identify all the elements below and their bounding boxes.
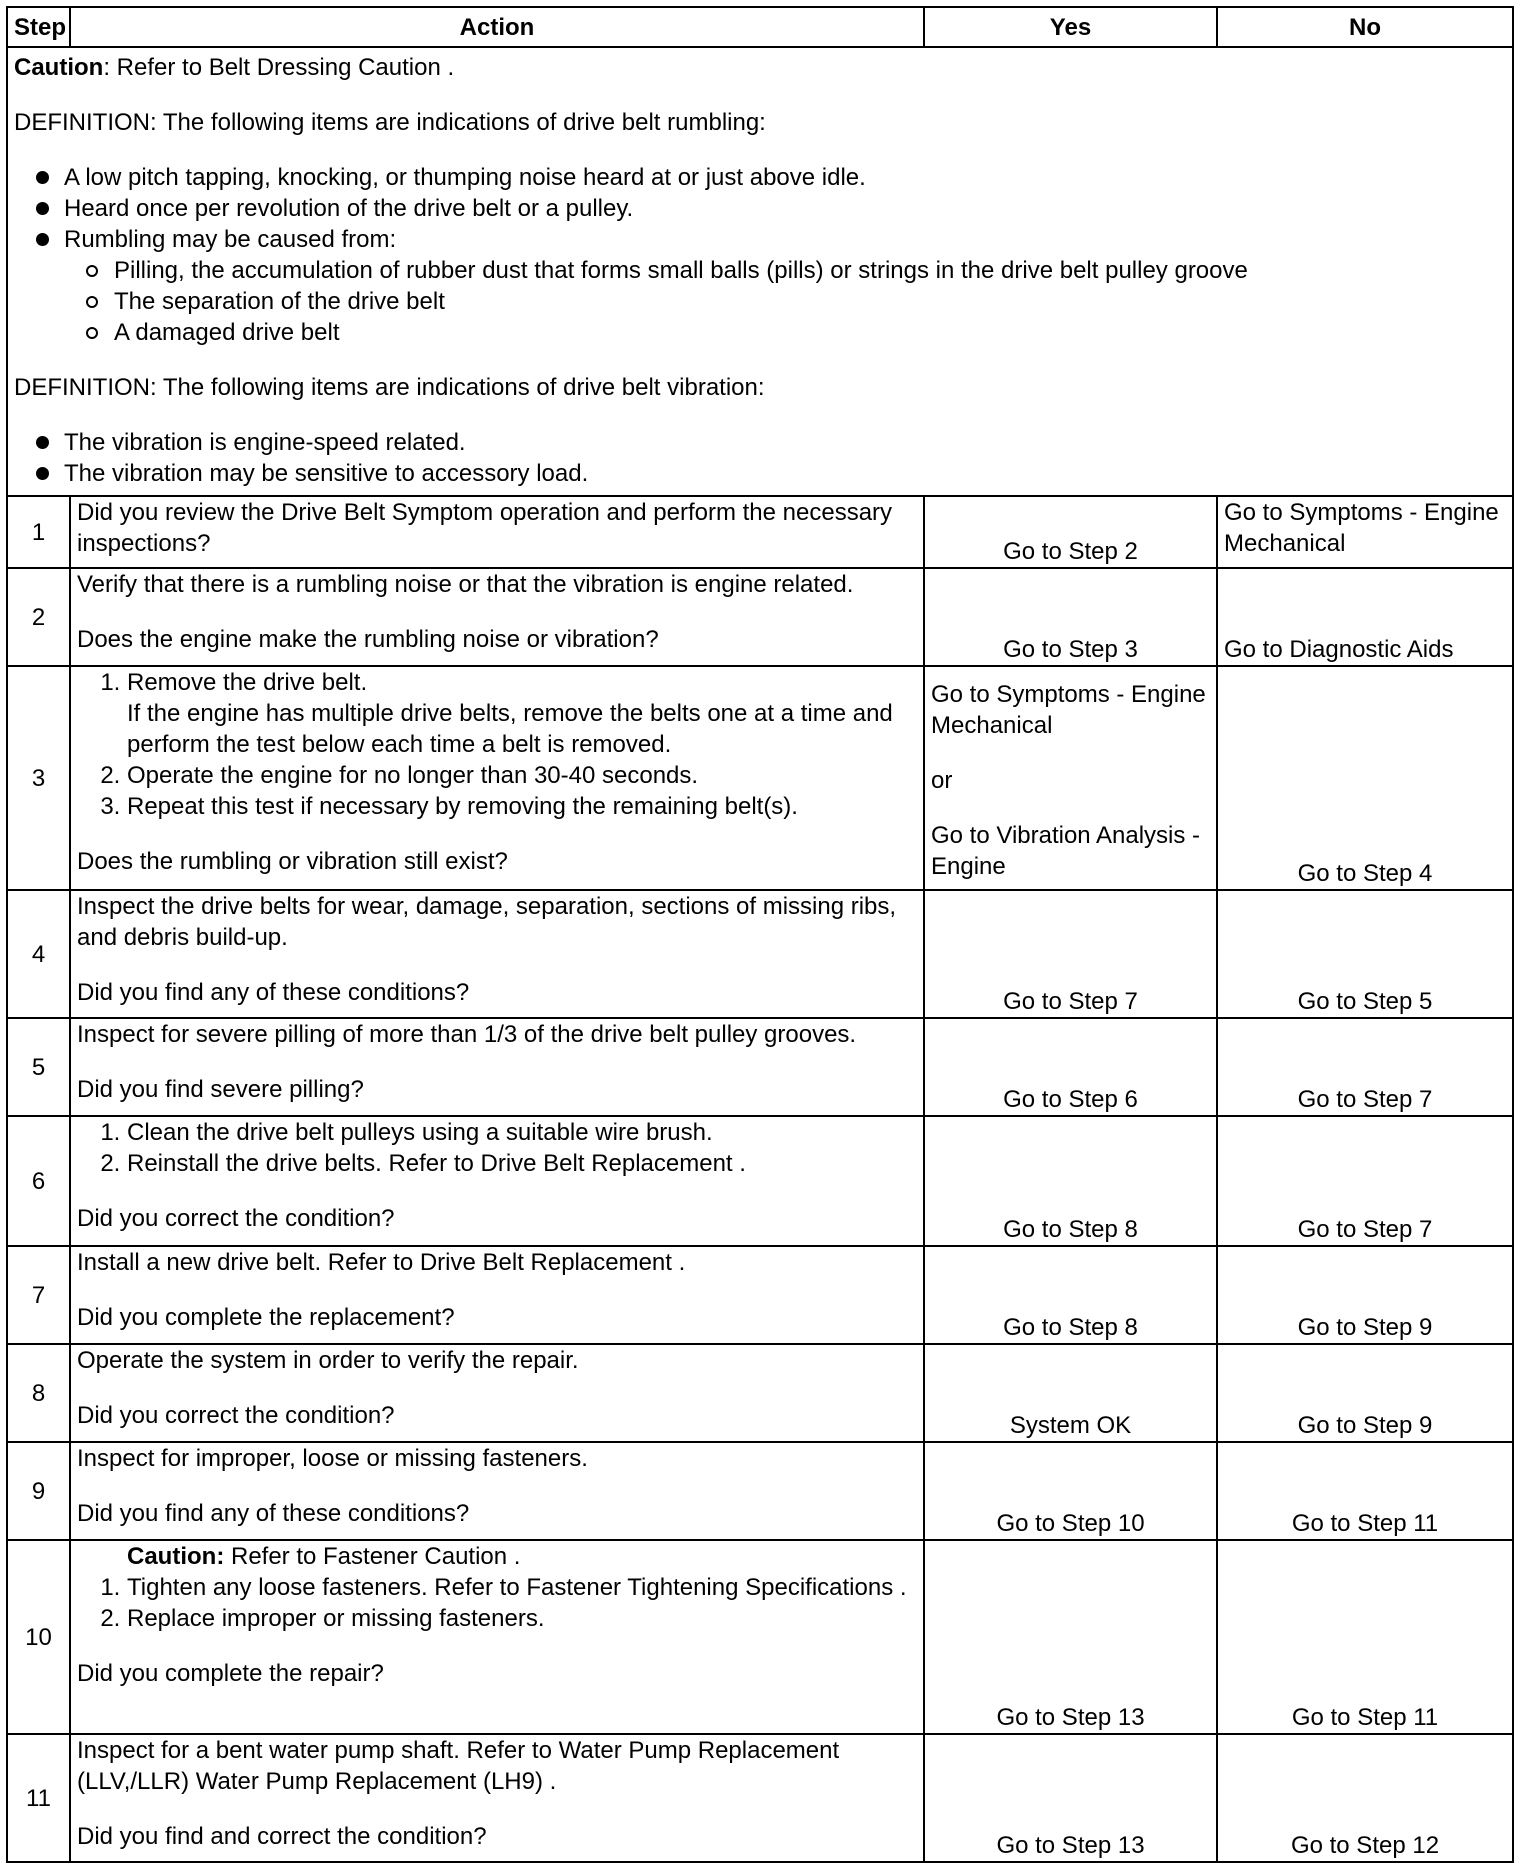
table-row bbox=[7, 666, 1513, 890]
no-result: Go to Step 7 bbox=[1217, 1018, 1513, 1116]
vibration-list bbox=[14, 427, 1506, 489]
rumbling-list bbox=[14, 162, 1506, 348]
table-row bbox=[7, 1018, 1513, 1116]
list-item: The vibration is engine-speed related. bbox=[34, 427, 1506, 458]
yes-column-header: Yes bbox=[924, 7, 1217, 47]
list-item: A low pitch tapping, knocking, or thumping noise heard at or just above idle. bbox=[34, 162, 1506, 193]
action-text: Inspect for a bent water pump shaft. Refer to Water Pump Replacement (LLV,/LLR) Water Pump Replacement (LH9) . bbox=[77, 1737, 840, 1795]
vibration-definition: DEFINITION: The following items are indications of drive belt vibration: bbox=[14, 374, 765, 401]
step-procedure bbox=[77, 667, 917, 822]
step-question: Did you correct the condition? bbox=[77, 1402, 395, 1429]
caution-label: Caution bbox=[14, 54, 104, 81]
step-procedure bbox=[77, 1572, 917, 1634]
step-number: 7 bbox=[7, 1246, 70, 1344]
yes-option-a: Go to Symptoms - Engine Mechanical bbox=[931, 681, 1206, 739]
list-item: 2. Reinstall the drive belts. Refer to Drive Belt Replacement . bbox=[127, 1148, 917, 1179]
step-question: Did you complete the replacement? bbox=[77, 1304, 455, 1331]
step-question: Did you find severe pilling? bbox=[77, 1076, 364, 1103]
no-result: Go to Step 7 bbox=[1217, 1116, 1513, 1246]
step-question: Did you find and correct the condition? bbox=[77, 1823, 487, 1850]
table-row bbox=[7, 890, 1513, 1018]
yes-result bbox=[924, 666, 1217, 890]
table-header-row bbox=[7, 7, 1513, 47]
step-number: 5 bbox=[7, 1018, 70, 1116]
step-number: 3 bbox=[7, 666, 70, 890]
list-item-note: If the engine has multiple drive belts, remove the belts one at a time and perform the test below each time a belt is removed. bbox=[127, 700, 893, 758]
no-result: Go to Step 9 bbox=[1217, 1246, 1513, 1344]
table-row bbox=[7, 1344, 1513, 1442]
yes-result: Go to Step 8 bbox=[924, 1116, 1217, 1246]
no-result: Go to Symptoms - Engine Mechanical bbox=[1217, 496, 1513, 568]
step-number: 4 bbox=[7, 890, 70, 1018]
list-item-text: Remove the drive belt. bbox=[127, 669, 368, 696]
list-item: The vibration may be sensitive to accessory load. bbox=[34, 458, 1506, 489]
action-text: Inspect for severe pilling of more than 1/3 of the drive belt pulley grooves. bbox=[77, 1021, 857, 1048]
rumbling-causes-list bbox=[64, 255, 1506, 348]
step-caution bbox=[77, 1541, 917, 1572]
no-result: Go to Step 5 bbox=[1217, 890, 1513, 1018]
table-row bbox=[7, 1442, 1513, 1540]
step-action bbox=[70, 1734, 924, 1862]
list-item-text: Rumbling may be caused from: bbox=[64, 226, 397, 253]
step-action bbox=[70, 1540, 924, 1734]
list-item: 1. Tighten any loose fasteners. Refer to Fastener Tightening Specifications . bbox=[127, 1572, 917, 1603]
caution-text: : Refer to Belt Dressing Caution . bbox=[103, 54, 455, 81]
step-action bbox=[70, 1344, 924, 1442]
table-row bbox=[7, 496, 1513, 568]
step-question: Does the rumbling or vibration still exist? bbox=[77, 848, 508, 875]
step-number: 9 bbox=[7, 1442, 70, 1540]
action-text: Install a new drive belt. Refer to Drive Belt Replacement . bbox=[77, 1249, 686, 1276]
list-item: Heard once per revolution of the drive belt or a pulley. bbox=[34, 193, 1506, 224]
step-action bbox=[70, 1116, 924, 1246]
action-text: Inspect the drive belts for wear, damage, separation, sections of missing ribs, and debris build-up. bbox=[77, 893, 897, 951]
table-row bbox=[7, 1540, 1513, 1734]
step-question: Did you complete the repair? bbox=[77, 1660, 384, 1687]
table-row bbox=[7, 568, 1513, 666]
caution-label: Caution: bbox=[127, 1543, 225, 1570]
step-question: Did you correct the condition? bbox=[77, 1205, 395, 1232]
step-column-header: Step bbox=[7, 7, 70, 47]
step-question: Did you find any of these conditions? bbox=[77, 1500, 470, 1527]
list-item: A damaged drive belt bbox=[84, 317, 1506, 348]
step-number: 10 bbox=[7, 1540, 70, 1734]
yes-result: Go to Step 13 bbox=[924, 1734, 1217, 1862]
yes-option-b: Go to Vibration Analysis - Engine bbox=[931, 822, 1201, 880]
no-result: Go to Step 9 bbox=[1217, 1344, 1513, 1442]
yes-result: Go to Step 6 bbox=[924, 1018, 1217, 1116]
yes-result: Go to Step 7 bbox=[924, 890, 1217, 1018]
list-item bbox=[34, 224, 1506, 348]
list-item: 3. Repeat this test if necessary by removing the remaining belt(s). bbox=[127, 791, 917, 822]
diagnostic-table bbox=[6, 6, 1514, 1863]
yes-or: or bbox=[931, 767, 953, 794]
no-result: Go to Step 12 bbox=[1217, 1734, 1513, 1862]
list-item: 2. Operate the engine for no longer than 30-40 seconds. bbox=[127, 760, 917, 791]
step-action bbox=[70, 666, 924, 890]
no-result: Go to Step 11 bbox=[1217, 1442, 1513, 1540]
table-row bbox=[7, 1246, 1513, 1344]
list-item: Pilling, the accumulation of rubber dust that forms small balls (pills) or strings in the drive belt pulley groove bbox=[84, 255, 1506, 286]
action-column-header: Action bbox=[70, 7, 924, 47]
no-result: Go to Step 4 bbox=[1217, 666, 1513, 890]
yes-result: System OK bbox=[924, 1344, 1217, 1442]
step-action bbox=[70, 1018, 924, 1116]
no-column-header: No bbox=[1217, 7, 1513, 47]
rumbling-definition: DEFINITION: The following items are indications of drive belt rumbling: bbox=[14, 109, 766, 136]
table-row bbox=[7, 1734, 1513, 1862]
step-question: Did you find any of these conditions? bbox=[77, 979, 470, 1006]
step-action bbox=[70, 1442, 924, 1540]
intro-row bbox=[7, 47, 1513, 496]
action-text: Verify that there is a rumbling noise or that the vibration is engine related. bbox=[77, 571, 854, 598]
yes-result: Go to Step 10 bbox=[924, 1442, 1217, 1540]
step-question: Does the engine make the rumbling noise or vibration? bbox=[77, 626, 659, 653]
step-number: 8 bbox=[7, 1344, 70, 1442]
caution-text: Refer to Fastener Caution . bbox=[224, 1543, 521, 1570]
step-number: 2 bbox=[7, 568, 70, 666]
list-item: 2. Replace improper or missing fasteners. bbox=[127, 1603, 917, 1634]
step-action bbox=[70, 568, 924, 666]
action-text: Inspect for improper, loose or missing fasteners. bbox=[77, 1445, 588, 1472]
no-result: Go to Diagnostic Aids bbox=[1217, 568, 1513, 666]
step-action bbox=[70, 890, 924, 1018]
step-number: 1 bbox=[7, 496, 70, 568]
action-text: Operate the system in order to verify the repair. bbox=[77, 1347, 579, 1374]
list-item: The separation of the drive belt bbox=[84, 286, 1506, 317]
list-item: 1. Clean the drive belt pulleys using a suitable wire brush. bbox=[127, 1117, 917, 1148]
step-procedure bbox=[77, 1117, 917, 1179]
step-number: 11 bbox=[7, 1734, 70, 1862]
yes-result: Go to Step 2 bbox=[924, 496, 1217, 568]
intro-cell bbox=[7, 47, 1513, 496]
table-row bbox=[7, 1116, 1513, 1246]
no-result: Go to Step 11 bbox=[1217, 1540, 1513, 1734]
list-item bbox=[127, 667, 917, 760]
step-action: Did you review the Drive Belt Symptom operation and perform the necessary inspections? bbox=[70, 496, 924, 568]
step-number: 6 bbox=[7, 1116, 70, 1246]
step-action bbox=[70, 1246, 924, 1344]
yes-result: Go to Step 8 bbox=[924, 1246, 1217, 1344]
yes-result: Go to Step 3 bbox=[924, 568, 1217, 666]
yes-result: Go to Step 13 bbox=[924, 1540, 1217, 1734]
caution-line bbox=[14, 52, 1506, 83]
